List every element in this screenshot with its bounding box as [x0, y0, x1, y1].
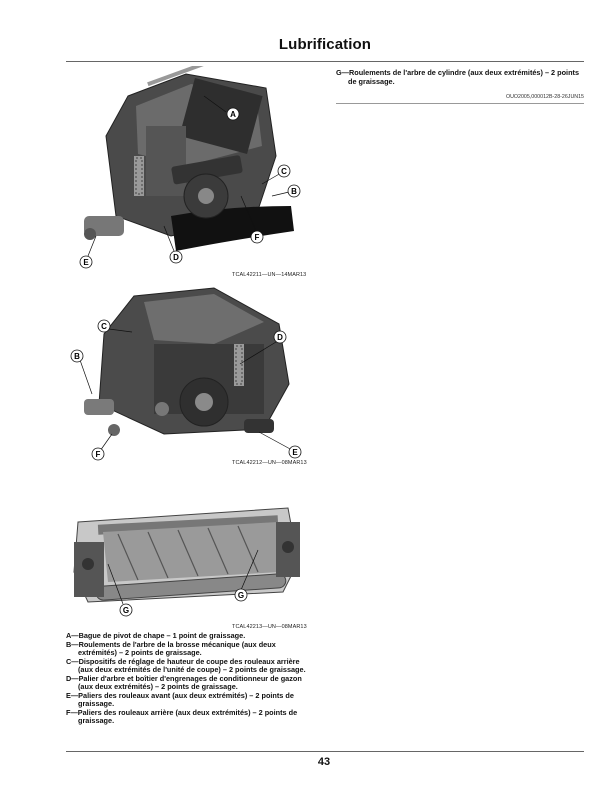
svg-text:G: G: [237, 591, 245, 600]
legend-item-f: F—Paliers des rouleaux arrière (aux deux extrémités) – 2 points de graissage.: [66, 707, 298, 725]
svg-text:C: C: [281, 167, 287, 176]
legend-list: [66, 632, 316, 726]
svg-text:E: E: [292, 448, 298, 457]
callout-c: [98, 320, 110, 332]
callout-g-left: [120, 604, 132, 616]
figure-1-code: TCAL42211—UN—14MAR13: [232, 272, 307, 278]
page-title: Lubrification: [278, 36, 372, 53]
svg-text:G: G: [122, 606, 130, 615]
svg-text:A: A: [230, 110, 236, 119]
figure-3-svg: [68, 502, 312, 622]
page-number: 43: [317, 756, 331, 768]
callout-g-right: [235, 589, 247, 601]
legend-item-e: E—Paliers des rouleaux avant (aux deux extrémités) – 2 points de graissage.: [66, 690, 294, 708]
figure-3-code: TCAL42213—UN—08MAR13: [232, 624, 307, 630]
svg-text:D: D: [277, 333, 283, 342]
callout-f: [92, 448, 104, 460]
callout-f: [251, 231, 263, 243]
legend-item-b: B—Roulements de l'arbre de la brosse mécanique (aux deux extrémités) – 2 points de graissage.: [66, 639, 276, 657]
figure-1-svg: [76, 66, 308, 272]
svg-text:C: C: [101, 322, 107, 331]
callout-e: [289, 446, 301, 458]
callout-c: [278, 165, 290, 177]
legend-item-a: A—Bague de pivot de chape – 1 point de graissage.: [66, 631, 246, 640]
figure-3-illustration: [68, 502, 312, 622]
legend-item-d: D—Palier d'arbre et boîtier d'engrenages de conditionneur de gazon (aux deux extrémités) – 2 points de graissage.: [66, 673, 302, 691]
legend-item-g: G—Roulements de l'arbre de cylindre (aux deux extrémités) – 2 points de graissage.: [336, 68, 580, 86]
callout-b: [71, 350, 83, 362]
title-divider: [66, 61, 584, 62]
figure-2-illustration: [64, 284, 308, 462]
legend-item-c: C—Dispositifs de réglage de hauteur de coupe des rouleaux arrière (aux deux extrémités de l'unité de coupe) – 2 points de graissage.: [66, 656, 306, 674]
right-column-divider: [336, 103, 584, 104]
right-column: [336, 69, 584, 86]
callout-e: [80, 256, 92, 268]
callout-a: [227, 108, 239, 120]
figure-1-illustration: [76, 66, 308, 272]
footer-divider: [66, 751, 584, 752]
svg-text:D: D: [173, 253, 179, 262]
figure-2-svg: [64, 284, 308, 462]
document-reference: OUO2005,000012B-28-26JUN15: [505, 94, 584, 100]
svg-text:F: F: [95, 450, 101, 459]
svg-text:F: F: [254, 233, 260, 242]
svg-text:E: E: [83, 258, 89, 267]
svg-text:B: B: [291, 187, 297, 196]
callout-d: [274, 331, 286, 343]
callout-d: [170, 251, 182, 263]
svg-text:B: B: [74, 352, 80, 361]
figure-2-code: TCAL42212—UN—08MAR13: [232, 460, 307, 466]
callout-b: [288, 185, 300, 197]
